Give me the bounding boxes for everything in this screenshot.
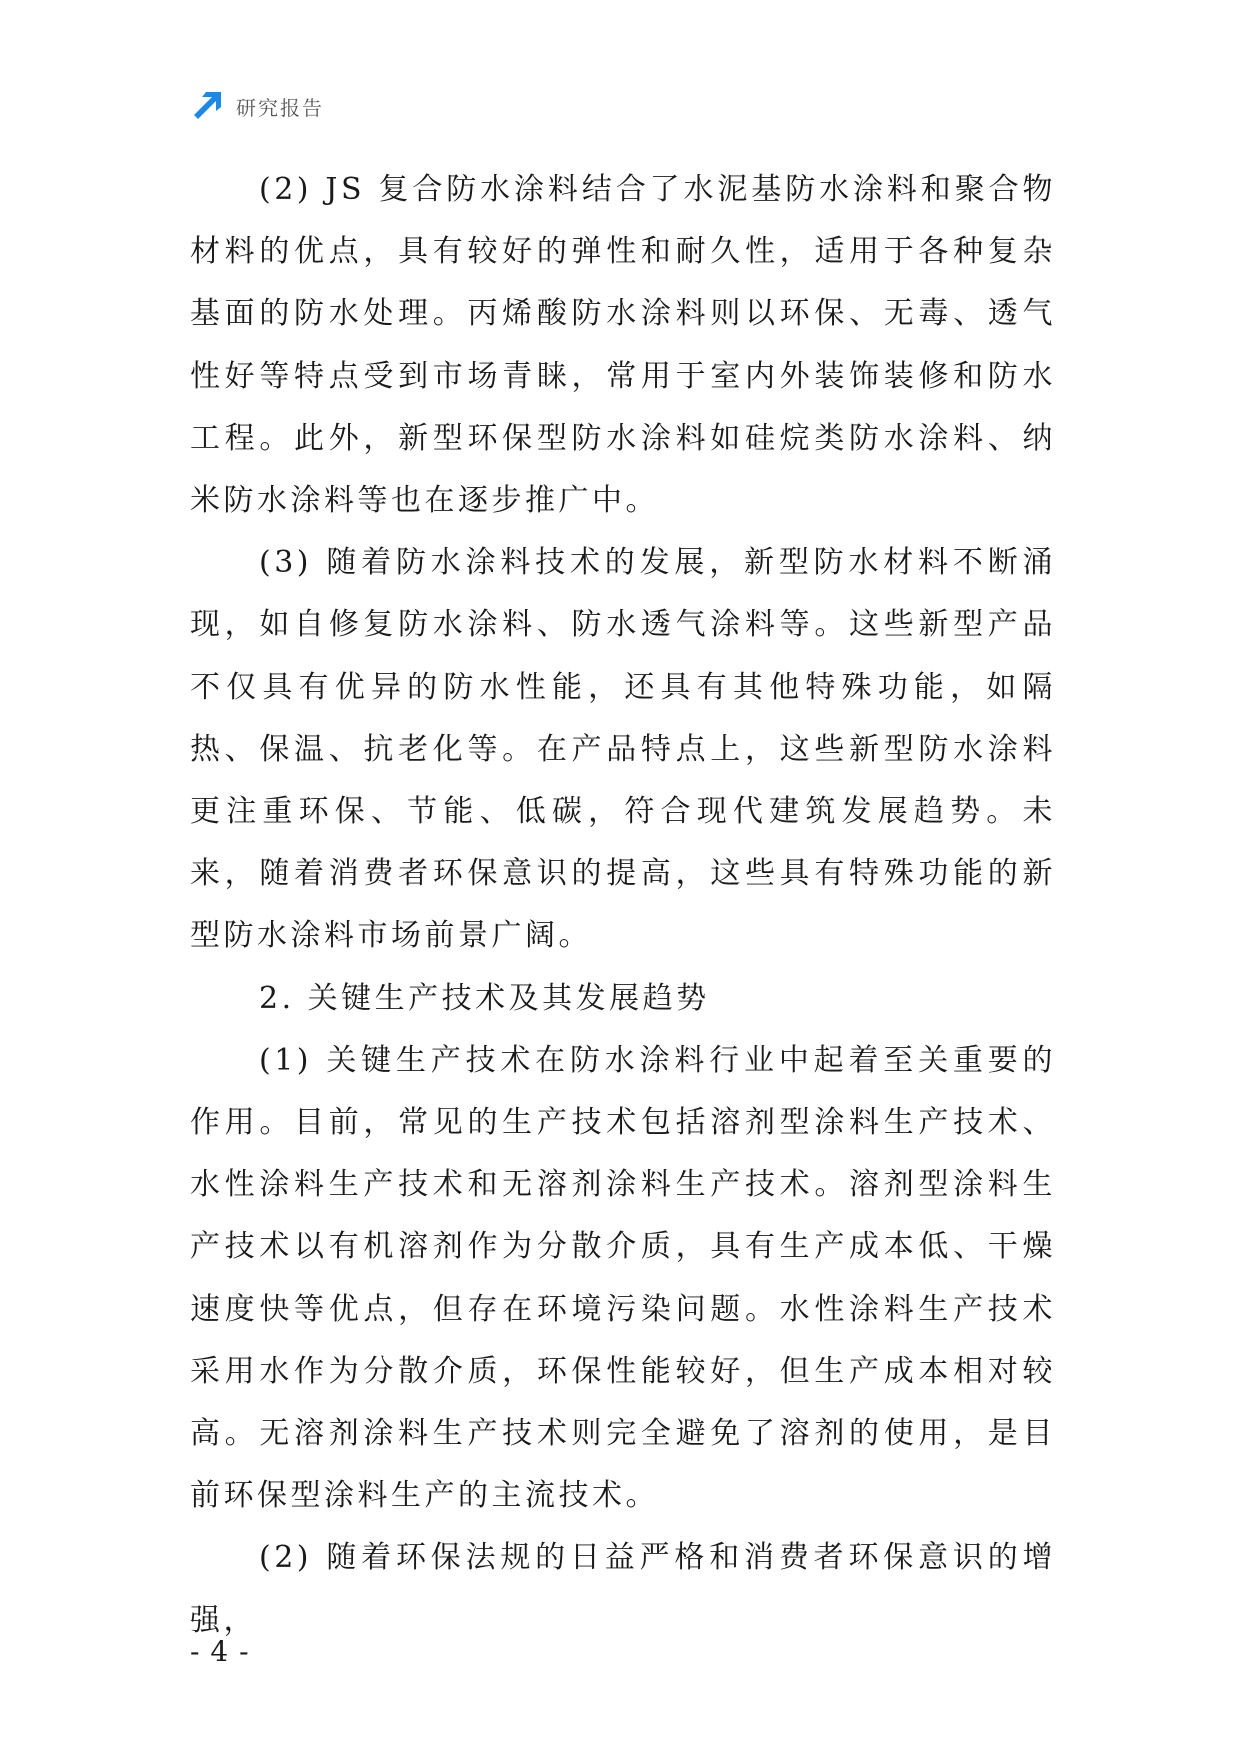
paragraph-production-tech: (1) 关键生产技术在防水涂料行业中起着至关重要的作用。目前，常见的生产技术包括溶剂型涂料生产技术、水性涂料生产技术和无溶剂涂料生产技术。溶剂型涂料生产技术以有机溶剂作为分散介质，具有生产成本低、干燥速度快等优点，但存在环境污染问题。水性涂料生产技术采用水作为分散介质，环保性能较好，但生产成本相对较高。无溶剂涂料生产技术则完全避免了溶剂的使用，是目前环保型涂料生产的主流技术。 [190,1042,1056,1514]
paragraph-regulation-trend: (2) 随着环保法规的日益严格和消费者环保意识的增强， [190,1540,1056,1638]
document-body [190,159,1056,1652]
arrow-up-right-icon [190,89,224,123]
paragraph-js-acrylic: (2) JS 复合防水涂料结合了水泥基防水涂料和聚合物材料的优点，具有较好的弹性和耐久性，适用于各种复杂基面的防水处理。丙烯酸防水涂料则以环保、无毒、透气性好等特点受到市场青睐，常用于室内外装饰装修和防水工程。此外，新型环保型防水涂料如硅烷类防水涂料、纳米防水涂料等也在逐步推广中。 [190,172,1056,519]
section-heading: 2. 关键生产技术及其发展趋势 [259,980,710,1016]
header-label: 研究报告 [236,95,324,120]
page-number: - 4 - [190,1635,250,1668]
page-header [190,88,324,124]
paragraph-new-materials: (3) 随着防水涂料技术的发展，新型防水材料不断涌现，如自修复防水涂料、防水透气涂料等。这些新型产品不仅具有优异的防水性能，还具有其他特殊功能，如隔热、保温、抗老化等。在产品特点上，这些新型防水涂料更注重环保、节能、低碳，符合现代建筑发展趋势。未来，随着消费者环保意识的提高，这些具有特殊功能的新型防水涂料市场前景广阔。 [190,545,1056,954]
